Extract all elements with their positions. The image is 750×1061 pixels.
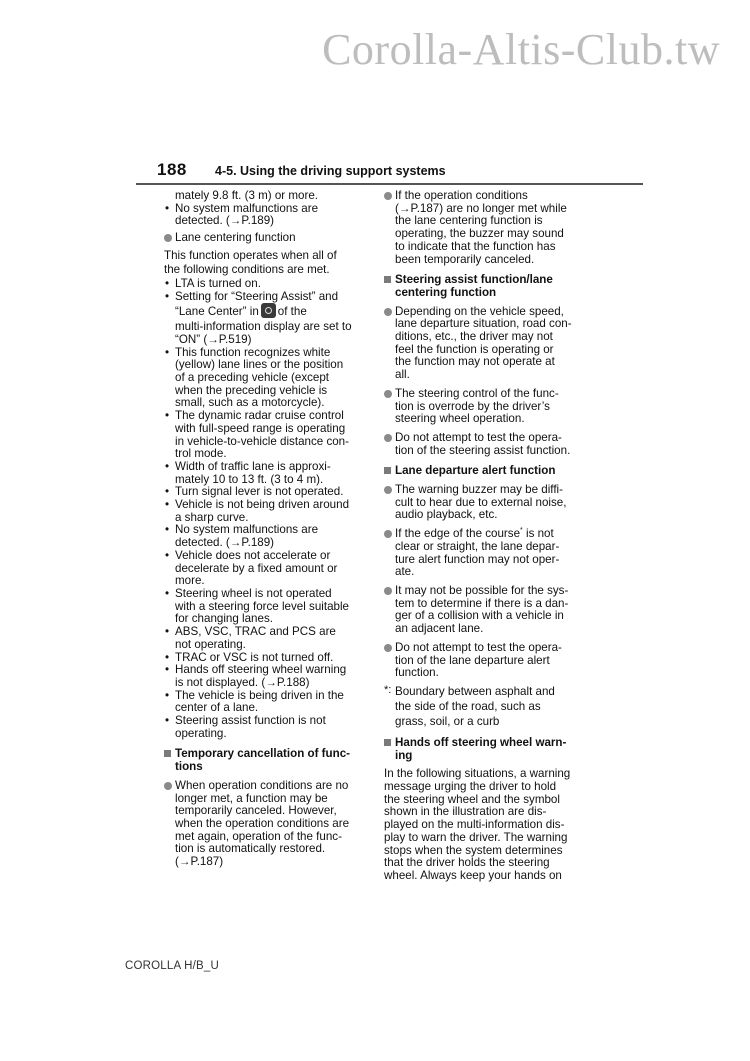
- circle-item: Do not attempt to test the opera- tion of the steering assist function.: [384, 432, 592, 457]
- intro-text: This function operates when all of the following conditions are met.: [164, 248, 337, 277]
- circle-item: When operation conditions are no longer met, a function may be temporarily canceled. However, when the operation conditions are met again, operation of the func- tion is automatically restored. (→P.187): [164, 780, 370, 869]
- circle-item: If the operation conditions (→P.187) are no longer met while the lane centering function is operating, the buzzer may sound to indicate that the function has been temporarily canceled.: [384, 190, 592, 266]
- header-rule: [136, 183, 643, 185]
- circle-item: Do not attempt to test the opera- tion of the lane departure alert function.: [384, 642, 592, 680]
- bullet-item: • Steering assist function is not operating.: [164, 715, 370, 740]
- bullet-item: • Setting for “Steering Assist” and “Lane Center” in of the multi-information display are set to “ON” (→P.519): [164, 291, 370, 347]
- bullet-item: • No system malfunctions are detected. (→P.189): [164, 203, 370, 228]
- footer-model-code: COROLLA H/B_U: [125, 960, 219, 972]
- bullet-item: • Vehicle is not being driven around a sharp curve.: [164, 499, 370, 524]
- bullet-item: • Vehicle does not accelerate or decelerate by a fixed amount or more.: [164, 550, 370, 588]
- bullet-item: • Width of traffic lane is approxi- mately 10 to 13 ft. (3 to 4 m).: [164, 461, 370, 486]
- settings-gear-icon: [261, 303, 276, 318]
- bullet-item: • ABS, VSC, TRAC and PCS are not operating.: [164, 626, 370, 651]
- left-column: [164, 190, 370, 869]
- circle-item: If the edge of the course* is not clear or straight, the lane depar- ture alert function may not oper- ate.: [384, 528, 592, 579]
- watermark: Corolla-Altis-Club.tw: [322, 25, 720, 74]
- circle-item: The warning buzzer may be diffi- cult to hear due to external noise, audio playback, etc.: [384, 484, 592, 522]
- bullet-item: • Steering wheel is not operated with a steering force level suitable for changing lanes.: [164, 588, 370, 626]
- bullet-item: • This function recognizes white (yellow) lane lines or the position of a preceding vehicle (except when the preceding vehicle is small, such as a motorcycle).: [164, 347, 370, 411]
- bullet-item: • TRAC or VSC is not turned off.: [164, 652, 370, 665]
- bullet-item: • The vehicle is being driven in the center of a lane.: [164, 690, 370, 715]
- circle-heading-lane-centering: Lane centering function: [164, 232, 370, 245]
- body-paragraph: In the following situations, a warning message urging the driver to hold the steering wheel and the symbol shown in the illustration are dis- played on the multi-information dis- play to warn the driver. The warning stops when the system determines that the driver holds the steering wheel. Always keep your hands on: [384, 767, 571, 882]
- text-line: mately 9.8 ft. (3 m) or more.: [175, 189, 319, 202]
- right-column: [384, 190, 592, 883]
- footnote: *: Boundary between asphalt and the side of the road, such as grass, soil, or a curb: [384, 683, 555, 728]
- circle-item: The steering control of the func- tion is overrode by the driver’s steering wheel operation.: [384, 388, 592, 426]
- circle-item: It may not be possible for the sys- tem to determine if there is a dan- ger of a collision with a vehicle in an adjacent lane.: [384, 585, 592, 636]
- section-title: 4-5. Using the driving support systems: [215, 164, 446, 178]
- bullet-item: • Turn signal lever is not operated.: [164, 486, 370, 499]
- circle-item: Depending on the vehicle speed, lane departure situation, road con- ditions, etc., the driver may not feel the function is operating or the function may not operate at all.: [384, 306, 592, 382]
- bullet-item: • Hands off steering wheel warning is not displayed. (→P.188): [164, 664, 370, 689]
- square-heading-steering-assist: Steering assist function/lane centering function: [384, 274, 592, 299]
- bullet-item: • The dynamic radar cruise control with full-speed range is operating in vehicle-to-vehicle distance con- trol mode.: [164, 410, 370, 461]
- footnote-marker: *:: [384, 683, 392, 696]
- square-heading-lane-departure-alert: Lane departure alert function: [384, 465, 592, 478]
- page-number: 188: [157, 160, 187, 179]
- bullet-item: • LTA is turned on.: [164, 278, 370, 291]
- square-heading-temporary-cancellation: Temporary cancellation of func- tions: [164, 748, 370, 773]
- bullet-item: • No system malfunctions are detected. (→P.189): [164, 524, 370, 549]
- square-heading-hands-off-warning: Hands off steering wheel warn- ing: [384, 737, 592, 762]
